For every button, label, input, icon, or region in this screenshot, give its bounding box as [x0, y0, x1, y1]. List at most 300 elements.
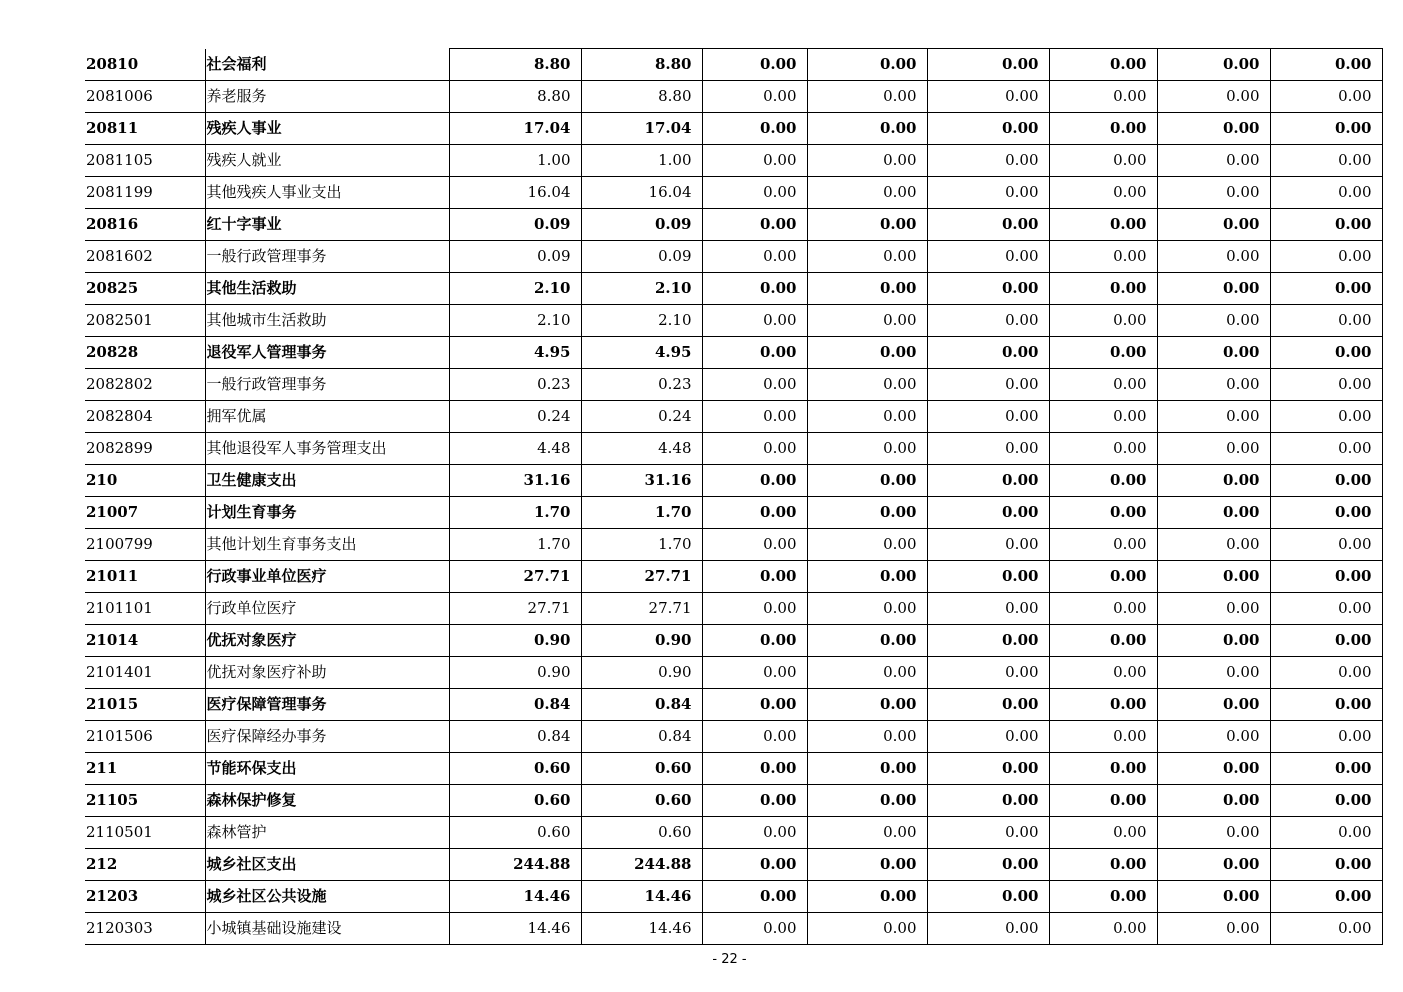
amount-cell: 1.00 — [449, 145, 581, 177]
amount-cell: 0.00 — [1157, 49, 1270, 81]
amount-cell: 0.00 — [927, 337, 1049, 369]
amount-cell: 0.00 — [807, 465, 927, 497]
amount-cell: 0.60 — [449, 817, 581, 849]
amount-cell: 0.84 — [449, 689, 581, 721]
subject-code-cell: 2081199 — [85, 177, 205, 209]
amount-cell: 0.00 — [1270, 593, 1382, 625]
subject-name-cell: 一般行政管理事务 — [205, 369, 449, 401]
amount-cell: 31.16 — [449, 465, 581, 497]
table-row — [85, 369, 1382, 401]
amount-cell: 0.00 — [702, 433, 807, 465]
amount-cell: 0.00 — [927, 401, 1049, 433]
amount-cell: 0.00 — [1270, 817, 1382, 849]
table-row — [85, 273, 1382, 305]
subject-name-cell: 节能环保支出 — [205, 753, 449, 785]
amount-cell: 0.00 — [1049, 689, 1157, 721]
amount-cell: 16.04 — [449, 177, 581, 209]
subject-code-cell: 2081105 — [85, 145, 205, 177]
amount-cell: 0.00 — [702, 849, 807, 881]
amount-cell: 0.00 — [927, 913, 1049, 945]
amount-cell: 0.00 — [1049, 209, 1157, 241]
subject-name-cell: 行政单位医疗 — [205, 593, 449, 625]
amount-cell: 0.90 — [581, 657, 702, 689]
amount-cell: 0.00 — [1157, 369, 1270, 401]
amount-cell: 0.00 — [1157, 881, 1270, 913]
table-row — [85, 913, 1382, 945]
amount-cell: 0.00 — [1049, 593, 1157, 625]
table-row — [85, 49, 1382, 81]
amount-cell: 0.00 — [1157, 849, 1270, 881]
table-row — [85, 689, 1382, 721]
subject-name-cell: 其他退役军人事务管理支出 — [205, 433, 449, 465]
amount-cell: 0.00 — [927, 849, 1049, 881]
subject-code-cell: 21203 — [85, 881, 205, 913]
amount-cell: 0.00 — [807, 849, 927, 881]
amount-cell: 0.00 — [702, 81, 807, 113]
amount-cell: 17.04 — [581, 113, 702, 145]
amount-cell: 0.00 — [807, 177, 927, 209]
amount-cell: 0.00 — [1157, 113, 1270, 145]
amount-cell: 0.00 — [702, 529, 807, 561]
amount-cell: 0.00 — [1270, 849, 1382, 881]
amount-cell: 0.00 — [702, 561, 807, 593]
amount-cell: 0.00 — [927, 721, 1049, 753]
amount-cell: 0.00 — [1049, 849, 1157, 881]
subject-code-cell: 21015 — [85, 689, 205, 721]
amount-cell: 0.00 — [807, 881, 927, 913]
budget-table — [85, 48, 1383, 945]
table-row — [85, 337, 1382, 369]
table-row — [85, 625, 1382, 657]
amount-cell: 0.00 — [807, 721, 927, 753]
amount-cell: 0.00 — [807, 145, 927, 177]
amount-cell: 0.00 — [807, 593, 927, 625]
amount-cell: 0.00 — [927, 465, 1049, 497]
amount-cell: 0.84 — [581, 689, 702, 721]
table-row — [85, 593, 1382, 625]
amount-cell: 0.00 — [1049, 465, 1157, 497]
amount-cell: 0.00 — [1157, 433, 1270, 465]
subject-code-cell: 21011 — [85, 561, 205, 593]
amount-cell: 14.46 — [449, 881, 581, 913]
table-row — [85, 881, 1382, 913]
amount-cell: 0.00 — [927, 753, 1049, 785]
amount-cell: 0.09 — [581, 209, 702, 241]
table-row — [85, 657, 1382, 689]
amount-cell: 0.00 — [927, 369, 1049, 401]
subject-code-cell: 20816 — [85, 209, 205, 241]
amount-cell: 1.70 — [581, 497, 702, 529]
amount-cell: 0.00 — [927, 49, 1049, 81]
table-row — [85, 305, 1382, 337]
amount-cell: 2.10 — [449, 305, 581, 337]
amount-cell: 1.70 — [581, 529, 702, 561]
subject-code-cell: 20825 — [85, 273, 205, 305]
amount-cell: 1.70 — [449, 529, 581, 561]
amount-cell: 2.10 — [449, 273, 581, 305]
subject-name-cell: 小城镇基础设施建设 — [205, 913, 449, 945]
amount-cell: 0.00 — [927, 785, 1049, 817]
subject-code-cell: 2101401 — [85, 657, 205, 689]
amount-cell: 0.00 — [927, 881, 1049, 913]
amount-cell: 0.00 — [702, 657, 807, 689]
subject-name-cell: 残疾人就业 — [205, 145, 449, 177]
amount-cell: 0.00 — [1270, 721, 1382, 753]
amount-cell: 0.00 — [1270, 337, 1382, 369]
amount-cell: 0.00 — [807, 241, 927, 273]
amount-cell: 0.00 — [927, 529, 1049, 561]
subject-name-cell: 其他残疾人事业支出 — [205, 177, 449, 209]
amount-cell: 0.00 — [1049, 625, 1157, 657]
subject-code-cell: 20811 — [85, 113, 205, 145]
amount-cell: 17.04 — [449, 113, 581, 145]
amount-cell: 0.00 — [702, 273, 807, 305]
subject-name-cell: 养老服务 — [205, 81, 449, 113]
amount-cell: 0.00 — [702, 177, 807, 209]
subject-name-cell: 城乡社区支出 — [205, 849, 449, 881]
amount-cell: 0.00 — [807, 561, 927, 593]
amount-cell: 0.00 — [1157, 401, 1270, 433]
amount-cell: 0.00 — [1157, 625, 1270, 657]
amount-cell: 0.00 — [1049, 113, 1157, 145]
subject-code-cell: 2082804 — [85, 401, 205, 433]
amount-cell: 0.09 — [449, 241, 581, 273]
amount-cell: 0.00 — [1049, 305, 1157, 337]
amount-cell: 0.00 — [1049, 337, 1157, 369]
subject-code-cell: 21105 — [85, 785, 205, 817]
amount-cell: 0.00 — [702, 721, 807, 753]
amount-cell: 0.00 — [807, 913, 927, 945]
amount-cell: 0.00 — [1270, 145, 1382, 177]
amount-cell: 0.00 — [1270, 529, 1382, 561]
amount-cell: 0.00 — [1157, 209, 1270, 241]
table-row — [85, 785, 1382, 817]
table-row — [85, 401, 1382, 433]
amount-cell: 0.60 — [581, 817, 702, 849]
subject-name-cell: 退役军人管理事务 — [205, 337, 449, 369]
amount-cell: 0.00 — [927, 241, 1049, 273]
subject-code-cell: 2101101 — [85, 593, 205, 625]
amount-cell: 0.84 — [449, 721, 581, 753]
amount-cell: 0.09 — [581, 241, 702, 273]
amount-cell: 0.00 — [927, 433, 1049, 465]
subject-code-cell: 2082899 — [85, 433, 205, 465]
table-row — [85, 497, 1382, 529]
amount-cell: 0.00 — [1049, 913, 1157, 945]
subject-name-cell: 红十字事业 — [205, 209, 449, 241]
page-number: - 22 - — [712, 952, 747, 967]
amount-cell: 0.00 — [1270, 401, 1382, 433]
amount-cell: 4.95 — [581, 337, 702, 369]
amount-cell: 0.00 — [1270, 49, 1382, 81]
amount-cell: 0.00 — [927, 593, 1049, 625]
amount-cell: 0.90 — [581, 625, 702, 657]
amount-cell: 31.16 — [581, 465, 702, 497]
amount-cell: 0.00 — [927, 81, 1049, 113]
amount-cell: 0.00 — [1157, 145, 1270, 177]
subject-name-cell: 计划生育事务 — [205, 497, 449, 529]
amount-cell: 0.00 — [1270, 113, 1382, 145]
subject-code-cell: 2082501 — [85, 305, 205, 337]
amount-cell: 0.00 — [1157, 81, 1270, 113]
amount-cell: 0.24 — [449, 401, 581, 433]
amount-cell: 0.00 — [927, 209, 1049, 241]
amount-cell: 8.80 — [581, 81, 702, 113]
amount-cell: 0.00 — [702, 625, 807, 657]
amount-cell: 0.09 — [449, 209, 581, 241]
amount-cell: 0.00 — [807, 273, 927, 305]
subject-name-cell: 森林保护修复 — [205, 785, 449, 817]
table-row — [85, 241, 1382, 273]
amount-cell: 0.00 — [1049, 433, 1157, 465]
amount-cell: 0.00 — [807, 817, 927, 849]
amount-cell: 0.00 — [1049, 497, 1157, 529]
table-row — [85, 529, 1382, 561]
amount-cell: 0.00 — [702, 401, 807, 433]
table-row — [85, 81, 1382, 113]
amount-cell: 0.60 — [581, 753, 702, 785]
amount-cell: 14.46 — [581, 881, 702, 913]
subject-code-cell: 2081006 — [85, 81, 205, 113]
amount-cell: 0.00 — [702, 593, 807, 625]
amount-cell: 1.70 — [449, 497, 581, 529]
table-row — [85, 561, 1382, 593]
amount-cell: 0.00 — [1049, 785, 1157, 817]
amount-cell: 0.00 — [807, 81, 927, 113]
amount-cell: 0.00 — [1270, 177, 1382, 209]
amount-cell: 8.80 — [581, 49, 702, 81]
table-row — [85, 209, 1382, 241]
amount-cell: 0.00 — [1270, 913, 1382, 945]
table-row — [85, 433, 1382, 465]
amount-cell: 0.00 — [1270, 369, 1382, 401]
amount-cell: 0.00 — [807, 625, 927, 657]
subject-code-cell: 21014 — [85, 625, 205, 657]
amount-cell: 0.00 — [1270, 81, 1382, 113]
amount-cell: 0.00 — [1049, 241, 1157, 273]
amount-cell: 0.00 — [1049, 177, 1157, 209]
amount-cell: 0.00 — [807, 689, 927, 721]
amount-cell: 0.23 — [581, 369, 702, 401]
amount-cell: 244.88 — [449, 849, 581, 881]
amount-cell: 0.00 — [1157, 273, 1270, 305]
amount-cell: 14.46 — [449, 913, 581, 945]
amount-cell: 0.24 — [581, 401, 702, 433]
subject-name-cell: 优抚对象医疗 — [205, 625, 449, 657]
amount-cell: 0.00 — [702, 817, 807, 849]
amount-cell: 0.00 — [1157, 721, 1270, 753]
amount-cell: 8.80 — [449, 81, 581, 113]
amount-cell: 244.88 — [581, 849, 702, 881]
amount-cell: 0.00 — [702, 689, 807, 721]
amount-cell: 0.00 — [1157, 529, 1270, 561]
amount-cell: 0.00 — [807, 209, 927, 241]
amount-cell: 0.00 — [927, 113, 1049, 145]
amount-cell: 0.00 — [807, 49, 927, 81]
amount-cell: 0.00 — [927, 177, 1049, 209]
amount-cell: 0.00 — [1157, 241, 1270, 273]
amount-cell: 1.00 — [581, 145, 702, 177]
amount-cell: 0.60 — [449, 785, 581, 817]
table-row — [85, 465, 1382, 497]
table-row — [85, 721, 1382, 753]
amount-cell: 0.00 — [702, 305, 807, 337]
subject-name-cell: 一般行政管理事务 — [205, 241, 449, 273]
amount-cell: 27.71 — [449, 561, 581, 593]
subject-name-cell: 拥军优属 — [205, 401, 449, 433]
amount-cell: 0.00 — [927, 817, 1049, 849]
amount-cell: 0.00 — [807, 401, 927, 433]
amount-cell: 0.00 — [1270, 881, 1382, 913]
table-row — [85, 753, 1382, 785]
amount-cell: 0.00 — [807, 337, 927, 369]
amount-cell: 0.00 — [702, 113, 807, 145]
amount-cell: 0.00 — [1270, 625, 1382, 657]
amount-cell: 0.00 — [702, 241, 807, 273]
amount-cell: 0.00 — [1270, 241, 1382, 273]
amount-cell: 0.00 — [927, 145, 1049, 177]
amount-cell: 0.00 — [1157, 657, 1270, 689]
subject-code-cell: 212 — [85, 849, 205, 881]
amount-cell: 0.00 — [1270, 497, 1382, 529]
amount-cell: 0.00 — [1270, 209, 1382, 241]
amount-cell: 0.90 — [449, 625, 581, 657]
amount-cell: 0.00 — [807, 433, 927, 465]
amount-cell: 0.00 — [1157, 593, 1270, 625]
amount-cell: 2.10 — [581, 273, 702, 305]
table-row — [85, 145, 1382, 177]
amount-cell: 0.00 — [1270, 561, 1382, 593]
table-row — [85, 817, 1382, 849]
subject-code-cell: 2120303 — [85, 913, 205, 945]
amount-cell: 0.00 — [807, 753, 927, 785]
amount-cell: 0.00 — [1157, 817, 1270, 849]
amount-cell: 0.00 — [1270, 657, 1382, 689]
amount-cell: 27.71 — [581, 561, 702, 593]
amount-cell: 0.00 — [702, 209, 807, 241]
subject-name-cell: 优抚对象医疗补助 — [205, 657, 449, 689]
subject-name-cell: 其他计划生育事务支出 — [205, 529, 449, 561]
amount-cell: 0.00 — [1157, 305, 1270, 337]
subject-name-cell: 卫生健康支出 — [205, 465, 449, 497]
amount-cell: 0.00 — [927, 689, 1049, 721]
table-row — [85, 849, 1382, 881]
amount-cell: 16.04 — [581, 177, 702, 209]
subject-name-cell: 城乡社区公共设施 — [205, 881, 449, 913]
amount-cell: 0.00 — [1157, 177, 1270, 209]
amount-cell: 0.00 — [927, 561, 1049, 593]
amount-cell: 0.23 — [449, 369, 581, 401]
amount-cell: 0.00 — [927, 305, 1049, 337]
subject-code-cell: 2101506 — [85, 721, 205, 753]
subject-name-cell: 其他城市生活救助 — [205, 305, 449, 337]
subject-name-cell: 行政事业单位医疗 — [205, 561, 449, 593]
amount-cell: 0.00 — [1049, 561, 1157, 593]
amount-cell: 0.00 — [1049, 273, 1157, 305]
amount-cell: 0.00 — [927, 625, 1049, 657]
amount-cell: 0.00 — [1270, 273, 1382, 305]
amount-cell: 0.84 — [581, 721, 702, 753]
amount-cell: 0.00 — [1270, 465, 1382, 497]
amount-cell: 0.00 — [702, 337, 807, 369]
amount-cell: 0.00 — [702, 753, 807, 785]
subject-code-cell: 210 — [85, 465, 205, 497]
amount-cell: 0.00 — [1270, 305, 1382, 337]
amount-cell: 0.00 — [1157, 753, 1270, 785]
amount-cell: 0.00 — [1157, 337, 1270, 369]
amount-cell: 27.71 — [581, 593, 702, 625]
amount-cell: 0.00 — [1157, 465, 1270, 497]
amount-cell: 0.00 — [1049, 49, 1157, 81]
amount-cell: 0.60 — [449, 753, 581, 785]
subject-code-cell: 2082802 — [85, 369, 205, 401]
amount-cell: 0.00 — [1049, 401, 1157, 433]
amount-cell: 0.00 — [702, 785, 807, 817]
amount-cell: 0.00 — [702, 145, 807, 177]
subject-name-cell: 其他生活救助 — [205, 273, 449, 305]
amount-cell: 4.95 — [449, 337, 581, 369]
subject-code-cell: 2110501 — [85, 817, 205, 849]
subject-code-cell: 2100799 — [85, 529, 205, 561]
amount-cell: 4.48 — [449, 433, 581, 465]
amount-cell: 0.00 — [1270, 753, 1382, 785]
amount-cell: 0.00 — [807, 785, 927, 817]
amount-cell: 0.00 — [927, 273, 1049, 305]
subject-name-cell: 医疗保障经办事务 — [205, 721, 449, 753]
subject-name-cell: 社会福利 — [205, 49, 449, 81]
amount-cell: 0.00 — [1049, 369, 1157, 401]
amount-cell: 0.00 — [702, 497, 807, 529]
amount-cell: 0.00 — [1049, 145, 1157, 177]
amount-cell: 0.00 — [702, 913, 807, 945]
amount-cell: 0.00 — [1049, 881, 1157, 913]
amount-cell: 0.00 — [807, 529, 927, 561]
subject-code-cell: 211 — [85, 753, 205, 785]
amount-cell: 0.00 — [702, 49, 807, 81]
amount-cell: 0.00 — [702, 465, 807, 497]
subject-code-cell: 20810 — [85, 49, 205, 81]
amount-cell: 0.00 — [807, 657, 927, 689]
amount-cell: 0.00 — [807, 497, 927, 529]
subject-name-cell: 残疾人事业 — [205, 113, 449, 145]
amount-cell: 0.00 — [807, 305, 927, 337]
amount-cell: 14.46 — [581, 913, 702, 945]
amount-cell: 0.00 — [1270, 689, 1382, 721]
amount-cell: 0.00 — [1049, 753, 1157, 785]
amount-cell: 4.48 — [581, 433, 702, 465]
amount-cell: 0.00 — [1049, 817, 1157, 849]
table-row — [85, 113, 1382, 145]
amount-cell: 0.00 — [1049, 529, 1157, 561]
amount-cell: 0.00 — [1049, 81, 1157, 113]
amount-cell: 0.00 — [927, 497, 1049, 529]
amount-cell: 0.90 — [449, 657, 581, 689]
amount-cell: 0.00 — [807, 369, 927, 401]
amount-cell: 0.00 — [1157, 913, 1270, 945]
amount-cell: 0.00 — [1157, 785, 1270, 817]
amount-cell: 8.80 — [449, 49, 581, 81]
amount-cell: 0.00 — [1049, 721, 1157, 753]
amount-cell: 2.10 — [581, 305, 702, 337]
amount-cell: 0.60 — [581, 785, 702, 817]
amount-cell: 0.00 — [927, 657, 1049, 689]
table-row — [85, 177, 1382, 209]
subject-code-cell: 20828 — [85, 337, 205, 369]
subject-name-cell: 森林管护 — [205, 817, 449, 849]
amount-cell: 0.00 — [1157, 497, 1270, 529]
amount-cell: 0.00 — [1270, 433, 1382, 465]
amount-cell: 0.00 — [702, 369, 807, 401]
